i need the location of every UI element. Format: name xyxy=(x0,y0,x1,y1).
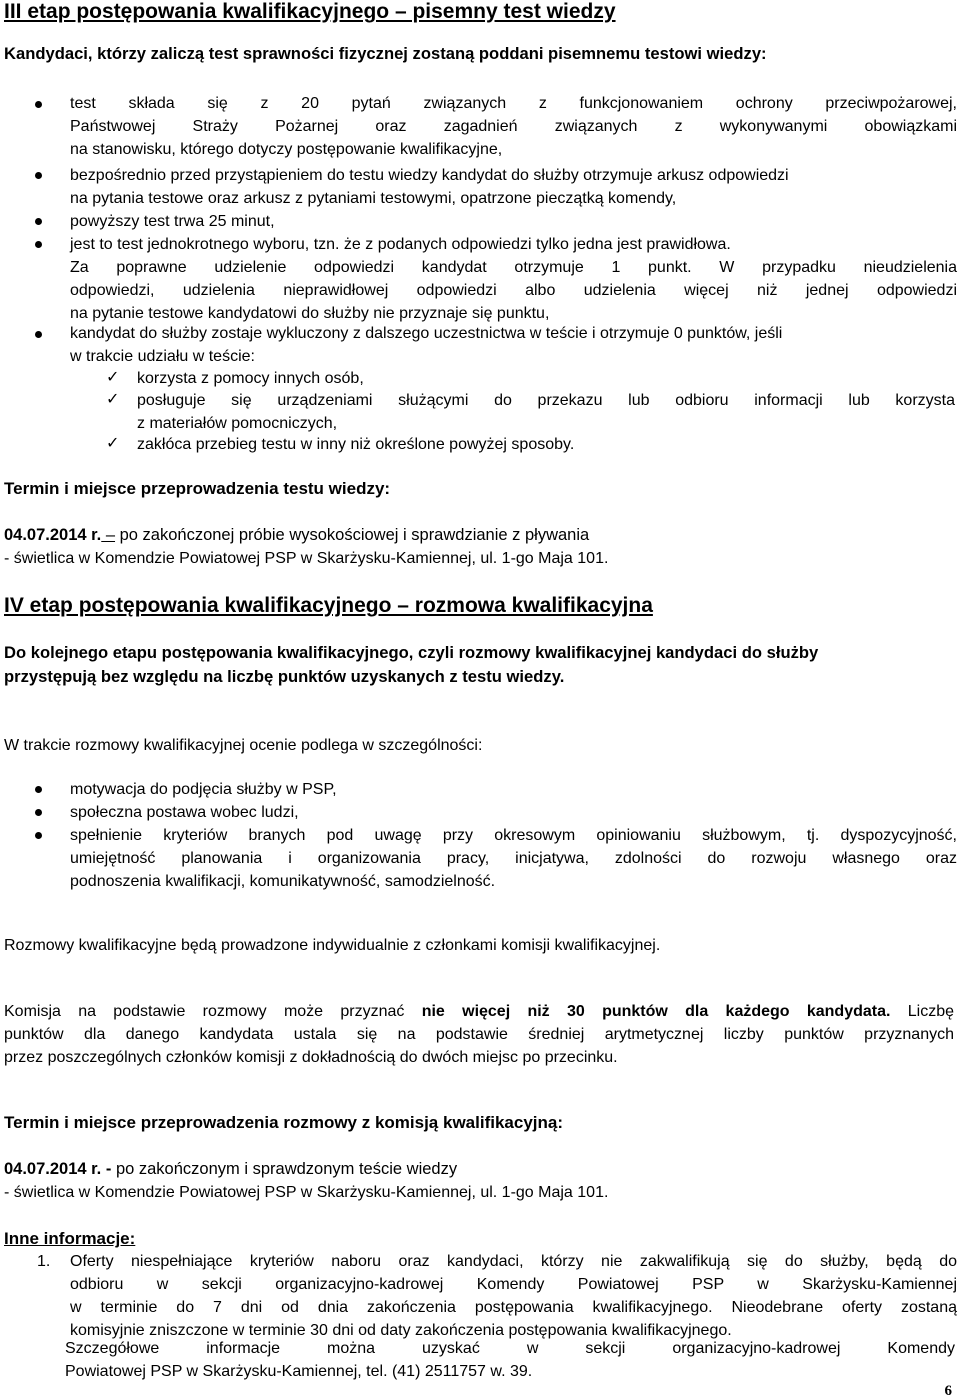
section-3-intro: Kandydaci, którzy zaliczą test sprawności fizycznej zostaną poddani pisemnemu testowi wiedzy: xyxy=(4,44,767,63)
points-text: Komisja na podstawie rozmowy może przyznać xyxy=(4,1003,422,1020)
points-line: punktów dla danego kandydata ustala się na podstawie średniej arytmetycznej liczby punktów przyznanych xyxy=(4,1026,954,1043)
list-item xyxy=(70,824,957,893)
numbered-item-line: odbioru w sekcji organizacyjno-kadrowej Komendy Powiatowej PSP w Skarżysku-Kamiennej xyxy=(70,1276,957,1293)
list-item-line: w trakcie udziału w teście: xyxy=(70,348,255,365)
list-item-line: odpowiedzi, udzielenia nieprawidłowej odpowiedzi albo udzielenia więcej niż jednej odpowiedzi xyxy=(70,282,957,299)
checkmark-icon: ✓ xyxy=(106,391,120,408)
checkmark-icon: ✓ xyxy=(106,369,120,386)
section-4-intro-line: przystępują bez względu na liczbę punktów uzyskanych z testu wiedzy. xyxy=(4,667,565,686)
list-item-line: podnoszenia kwalifikacji, komunikatywność, samodzielność. xyxy=(70,873,496,890)
list-item-line: powyższy test trwa 25 minut, xyxy=(70,213,275,230)
test-term-place: - świetlica w Komendzie Powiatowej PSP w Skarżysku-Kamiennej, ul. 1-go Maja 101. xyxy=(4,550,609,567)
check-item-line: posługuje się urządzeniami służącymi do przekazu lub odbioru informacji lub korzysta xyxy=(137,392,955,409)
list-item-line: jest to test jednokrotnego wyboru, tzn. że z podanych odpowiedzi tylko jedna jest prawidłowa. xyxy=(70,236,731,253)
interview-term-dash: - xyxy=(101,1160,112,1178)
check-item xyxy=(137,389,955,435)
interview-term-place: - świetlica w Komendzie Powiatowej PSP w Skarżysku-Kamiennej, ul. 1-go Maja 101. xyxy=(4,1184,609,1201)
other-info-heading: Inne informacje: xyxy=(4,1229,136,1248)
numbered-item-line: Oferty niespełniające kryteriów naboru oraz kandydaci, którzy nie zakwalifikują się do służby, będą do xyxy=(70,1253,957,1270)
list-item xyxy=(70,801,299,824)
section-3-heading: III etap postępowania kwalifikacyjnego – pisemny test wiedzy xyxy=(4,0,616,23)
bullet-icon xyxy=(35,241,42,248)
list-item-line: na pytanie testowe kandydatowi do służby nie przyznaje się punktu, xyxy=(70,305,550,322)
interview-term-line xyxy=(4,1158,457,1181)
checkmark-icon: ✓ xyxy=(106,435,120,452)
bullet-icon xyxy=(35,172,42,179)
list-item xyxy=(70,210,275,233)
list-item-line: motywacja do podjęcia służby w PSP, xyxy=(70,781,337,798)
test-term-line xyxy=(4,524,589,547)
list-item xyxy=(70,233,957,325)
check-item xyxy=(137,433,574,456)
points-paragraph xyxy=(4,1000,954,1069)
list-item-line: Za poprawne udzielenie odpowiedzi kandydat otrzymuje 1 punkt. W przypadku nieudzielenia xyxy=(70,259,957,276)
test-term-dash: – xyxy=(101,526,116,544)
list-item-line: na stanowisku, którego dotyczy postępowanie kwalifikacyjne, xyxy=(70,141,503,158)
section-4-intro xyxy=(4,641,818,689)
check-item-line: zakłóca przebieg testu w inny niż określone powyżej sposoby. xyxy=(137,436,575,453)
points-limit: nie więcej niż 30 punktów dla każdego kandydata. xyxy=(421,1003,891,1020)
list-item xyxy=(70,778,337,801)
bullet-icon xyxy=(35,832,42,839)
list-item-line: umiejętność planowania i organizowania pracy, inicjatywa, zdolności do rozwoju własnego oraz xyxy=(70,850,957,867)
bullet-icon xyxy=(35,809,42,816)
page-number: 6 xyxy=(944,1383,952,1399)
list-item-line: na pytania testowe oraz arkusz z pytaniami testowymi, opatrzone pieczątką komendy, xyxy=(70,190,677,207)
section-4-intro-line: Do kolejnego etapu postępowania kwalifikacyjnego, czyli rozmowy kwalifikacyjnej kandydaci do służby xyxy=(4,643,819,662)
interview-term-date: 04.07.2014 r. xyxy=(4,1160,102,1178)
list-item-line: społeczna postawa wobec ludzi, xyxy=(70,804,299,821)
numbered-item-line: w terminie do 7 dni od dnia zakończenia postępowania kwalifikacyjnego. Nieodebrane oferty zostaną xyxy=(70,1299,957,1316)
list-item-line: Państwowej Straży Pożarnej oraz zagadnień związanych z wykonywanymi obowiązkami xyxy=(70,118,957,135)
points-text: Liczbę xyxy=(890,1003,955,1020)
test-term-date: 04.07.2014 r. xyxy=(4,526,102,544)
list-item-line: spełnienie kryteriów branych pod uwagę przy okresowym opiniowaniu służbowym, tj. dyspozycyjność, xyxy=(70,827,957,844)
bullet-icon xyxy=(35,786,42,793)
list-item xyxy=(70,164,789,210)
list-item xyxy=(70,92,957,161)
list-number: 1. xyxy=(37,1253,51,1270)
points-line xyxy=(4,1000,954,1023)
list-item-line: bezpośrednio przed przystąpieniem do testu wiedzy kandydat do służby otrzymuje arkusz odpowiedzi xyxy=(70,167,789,184)
list-item-line: kandydat do służby zostaje wykluczony z dalszego uczestnictwa w teście i otrzymuje 0 punktów, jeśli xyxy=(70,325,783,342)
numbered-item-line: komisyjnie zniszczone w terminie 30 dni od daty zakończenia postępowania kwalifikacyjnego. xyxy=(70,1322,732,1339)
check-item xyxy=(137,367,364,390)
check-item-line: z materiałów pomocniczych, xyxy=(137,415,338,432)
test-term-description: po zakończonej próbie wysokościowej i sprawdzianie z pływania xyxy=(115,526,590,544)
bullet-icon xyxy=(35,101,42,108)
test-term-heading: Termin i miejsce przeprowadzenia testu wiedzy: xyxy=(4,479,391,498)
individual-interviews-text: Rozmowy kwalifikacyjne będą prowadzone indywidualnie z członkami komisji kwalifikacyjnej. xyxy=(4,937,661,954)
check-item-line: korzysta z pomocy innych osób, xyxy=(137,370,364,387)
numbered-item xyxy=(70,1250,957,1342)
contact-info-line: Powiatowej PSP w Skarżysku-Kamiennej, tel. (41) 2511757 w. 39. xyxy=(65,1363,533,1380)
contact-info-line: Szczegółowe informacje można uzyskać w sekcji organizacyjno-kadrowej Komendy xyxy=(65,1340,955,1357)
points-line: przez poszczególnych członków komisji z dokładnością do dwóch miejsc po przecinku. xyxy=(4,1049,618,1066)
contact-info xyxy=(65,1337,955,1383)
bullet-icon xyxy=(35,331,42,338)
interview-term-description: po zakończonym i sprawdzonym teście wiedzy xyxy=(111,1160,458,1178)
bullet-icon xyxy=(35,218,42,225)
interview-term-heading: Termin i miejsce przeprowadzenia rozmowy z komisją kwalifikacyjną: xyxy=(4,1113,563,1132)
list-item xyxy=(70,322,782,368)
section-4-heading: IV etap postępowania kwalifikacyjnego – rozmowa kwalifikacyjna xyxy=(4,594,653,617)
assessment-intro: W trakcie rozmowy kwalifikacyjnej ocenie podlega w szczególności: xyxy=(4,737,483,754)
list-item-line: test składa się z 20 pytań związanych z funkcjonowaniem ochrony przeciwpożarowej, xyxy=(70,95,957,112)
